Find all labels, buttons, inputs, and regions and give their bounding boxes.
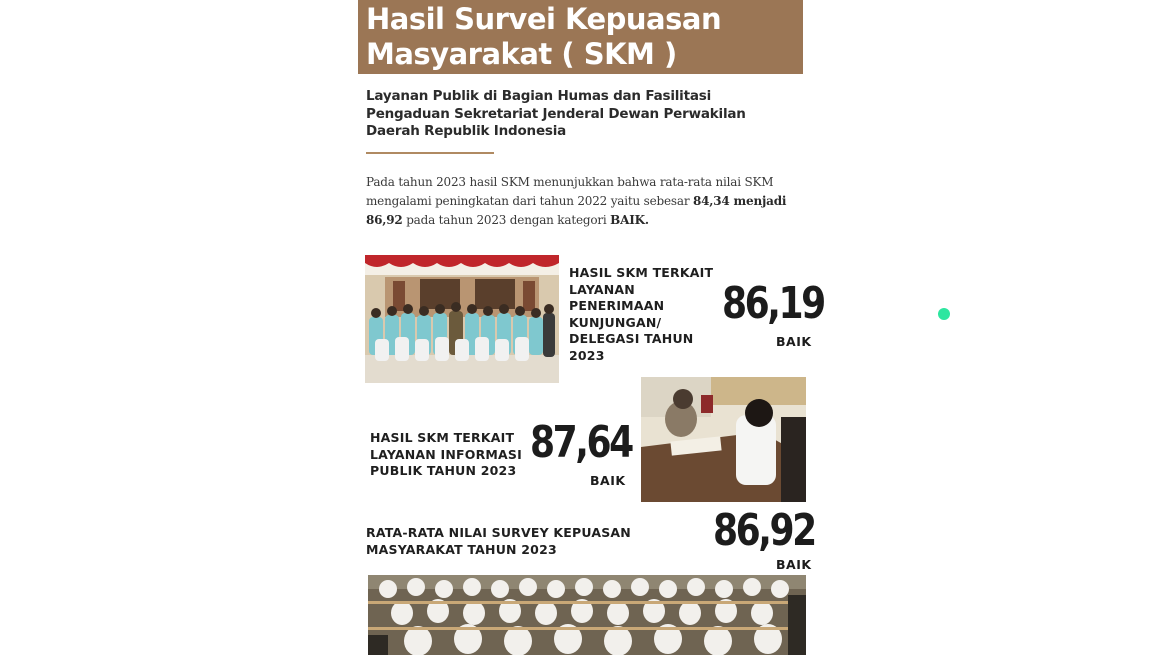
intro-text-2: pada tahun 2023 dengan kategori <box>402 213 611 227</box>
result-2-category: BAIK <box>590 473 626 488</box>
intro-text-1: Pada tahun 2023 hasil SKM menunjukkan bahwa rata-rata nilai SKM mengalami peningkatan dari tahun 2022 yaitu sebesar <box>366 175 774 208</box>
intro-highlight-values: 84,34 menjadi 86,92 <box>366 194 787 227</box>
audience-photo <box>368 575 806 655</box>
result-1-label: HASIL SKM TERKAIT LAYANAN PENERIMAAN KUNJUNGAN/ DELEGASI TAHUN 2023 <box>569 265 714 363</box>
result-1-category: BAIK <box>776 334 812 349</box>
intro-highlight-category: BAIK. <box>610 213 649 227</box>
result-2-label: HASIL SKM TERKAIT LAYANAN INFORMASI PUBLIK TAHUN 2023 <box>370 430 522 478</box>
document-page <box>358 0 824 655</box>
document-title: Hasil Survei Kepuasan Masyarakat ( SKM ) <box>366 2 722 71</box>
result-3-category: BAIK <box>776 557 812 572</box>
document-subtitle: Layanan Publik di Bagian Humas dan Fasilitasi Pengaduan Sekretariat Jenderal Dewan Perwakilan Daerah Republik Indonesia <box>366 88 746 139</box>
intro-paragraph <box>366 173 796 230</box>
service-desk-photo <box>641 377 806 502</box>
result-2-score: 87,64 <box>530 417 632 468</box>
result-3-score: 86,92 <box>713 505 815 556</box>
title-banner <box>358 0 803 74</box>
divider-line <box>366 152 494 154</box>
result-3-label: RATA-RATA NILAI SURVEY KEPUASAN MASYARAKAT TAHUN 2023 <box>366 525 631 557</box>
result-1-score: 86,19 <box>722 278 824 329</box>
group-photo <box>365 255 559 383</box>
indicator-dot <box>938 308 950 320</box>
